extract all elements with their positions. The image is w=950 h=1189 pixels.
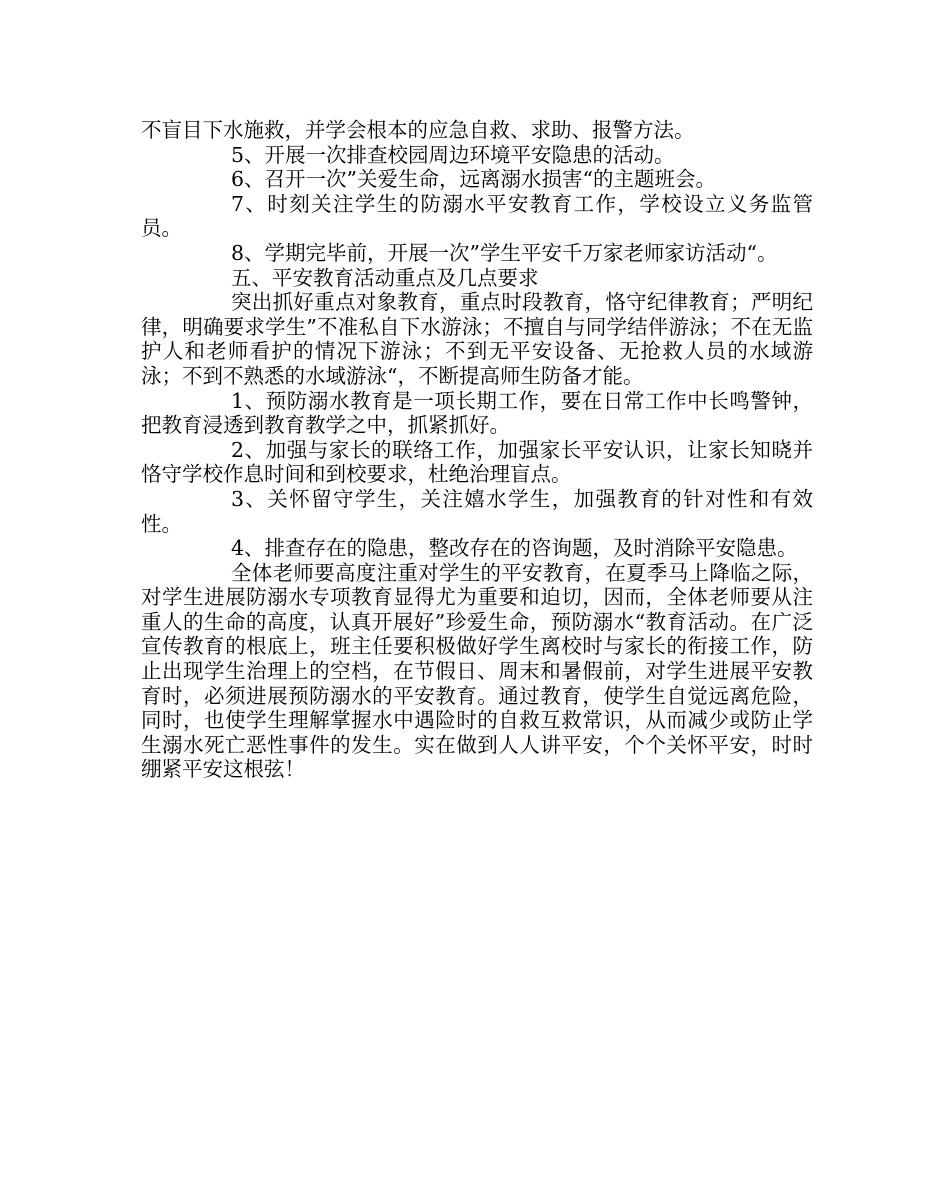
- paragraph-item-7: 7、时刻关注学生的防溺水平安教育工作，学校设立义务监管员。: [141, 191, 813, 241]
- requirement-item-2: 2、加强与家长的联络工作，加强家长平安认识，让家长知晓并恪守学校作息时间和到校要求，杜绝治理盲点。: [141, 437, 813, 487]
- requirement-item-1: 1、预防溺水教育是一项长期工作，要在日常工作中长鸣警钟，把教育浸透到教育教学之中，抓紧抓好。: [141, 388, 813, 438]
- paragraph-item-5: 5、开展一次排查校园周边环境平安隐患的活动。: [231, 142, 675, 167]
- paragraph-item-6: 6、召开一次”关爱生命，远离溺水损害“的主题班会。: [231, 167, 717, 192]
- paragraph-item-8: 8、学期完毕前，开展一次”学生平安千万家老师家访活动“。: [231, 240, 778, 265]
- document-body: [141, 118, 813, 782]
- paragraph-focus: 突出抓好重点对象教育，重点时段教育，恪守纪律教育；严明纪律，明确要求学生”不准私自下水游泳；不擅自与同学结伴游泳；不在无监护人和老师看护的情况下游泳；不到无平安设备、无抢救人员的水域游泳；不到不熟悉的水域游泳“，不断提高师生防备才能。: [141, 290, 813, 388]
- requirement-item-3: 3、关怀留守学生，关注嬉水学生，加强教育的针对性和有效性。: [141, 486, 813, 536]
- paragraph-continuation: 不盲目下水施救，并学会根本的应急自救、求助、报警方法。: [141, 118, 695, 142]
- paragraph-conclusion: 全体老师要高度注重对学生的平安教育，在夏季马上降临之际，对学生进展防溺水专项教育显得尤为重要和迫切，因而，全体老师要从注重人的生命的高度，认真开展好”珍爱生命，预防溺水“教育活动。在广泛宣传教育的根底上，班主任要积极做好学生离校时与家长的衔接工作，防止出现学生治理上的空档，在节假日、周末和暑假前，对学生进展平安教育时，必须进展预防溺水的平安教育。通过教育，使学生自觉远离危险，同时，也使学生理解掌握水中遇险时的自救互救常识，从而减少或防止学生溺水死亡恶性事件的发生。实在做到人人讲平安，个个关怀平安，时时绷紧平安这根弦！: [141, 560, 813, 782]
- section-heading-5: 五、平安教育活动重点及几点要求: [231, 265, 539, 290]
- requirement-item-4: 4、排查存在的隐患，整改存在的咨询题，及时消除平安隐患。: [231, 536, 798, 561]
